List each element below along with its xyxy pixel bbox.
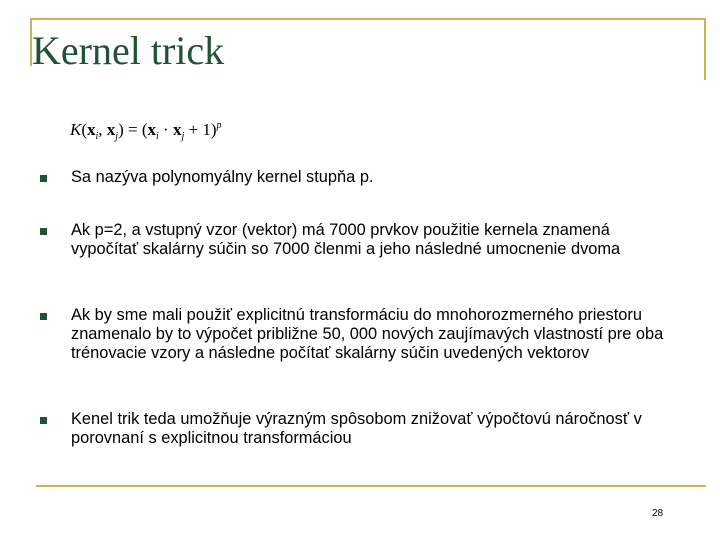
formula-equals: ) = ( — [118, 120, 148, 139]
bullet-text: Kenel trik teda umožňuje výrazným spôsobom znižovať výpočtovú náročnosť v porovnaní s explicitnou transformáciou — [71, 410, 642, 447]
formula-plus-one: + 1) — [184, 120, 217, 139]
formula-xi-2: x — [147, 120, 156, 139]
bullet-item — [40, 221, 680, 259]
kernel-formula — [70, 113, 221, 150]
square-bullet-icon — [40, 228, 47, 235]
formula-sub-i: i — [95, 131, 99, 142]
frame-line-right — [704, 18, 706, 80]
square-bullet-icon — [40, 417, 47, 424]
bullet-item — [40, 306, 680, 363]
formula-dot: · — [158, 120, 173, 139]
slide-title: Kernel trick — [32, 28, 225, 73]
formula-sub-i-2: i — [156, 131, 159, 142]
frame-line-bottom — [36, 485, 706, 487]
formula-sub-j: j — [115, 131, 119, 142]
bullet-text: Sa nazýva polynomyálny kernel stupňa p. — [71, 168, 374, 186]
formula-xj-2: x — [172, 120, 182, 139]
formula-open: ( — [81, 120, 88, 139]
formula-xi: x — [87, 120, 96, 139]
page-number: 28 — [652, 508, 664, 519]
bullet-text: Ak p=2, a vstupný vzor (vektor) má 7000 prvkov použitie kernela znamená vypočítať skalárny súčin so 7000 členmi a jeho následné umocnenie dvoma — [71, 221, 621, 258]
formula-xj: x — [106, 120, 116, 139]
formula-comma: , — [98, 120, 107, 139]
square-bullet-icon — [40, 313, 47, 320]
bullet-item — [40, 410, 680, 448]
bullet-item — [40, 168, 680, 187]
bullet-text: Ak by sme mali použiť explicitnú transformáciu do mnohorozmerného priestoru znamenalo by to výpočet približne 50, 000 nových zaujímavých vlastností pre oba trénovacie vzory a následne počítať skalárny súčin uvedených vektorov — [71, 306, 664, 362]
formula-power: p — [216, 120, 222, 131]
formula-k: K — [70, 120, 82, 139]
formula-sub-j-2: j — [181, 131, 185, 142]
frame-line-top — [30, 18, 706, 20]
square-bullet-icon — [40, 175, 47, 182]
